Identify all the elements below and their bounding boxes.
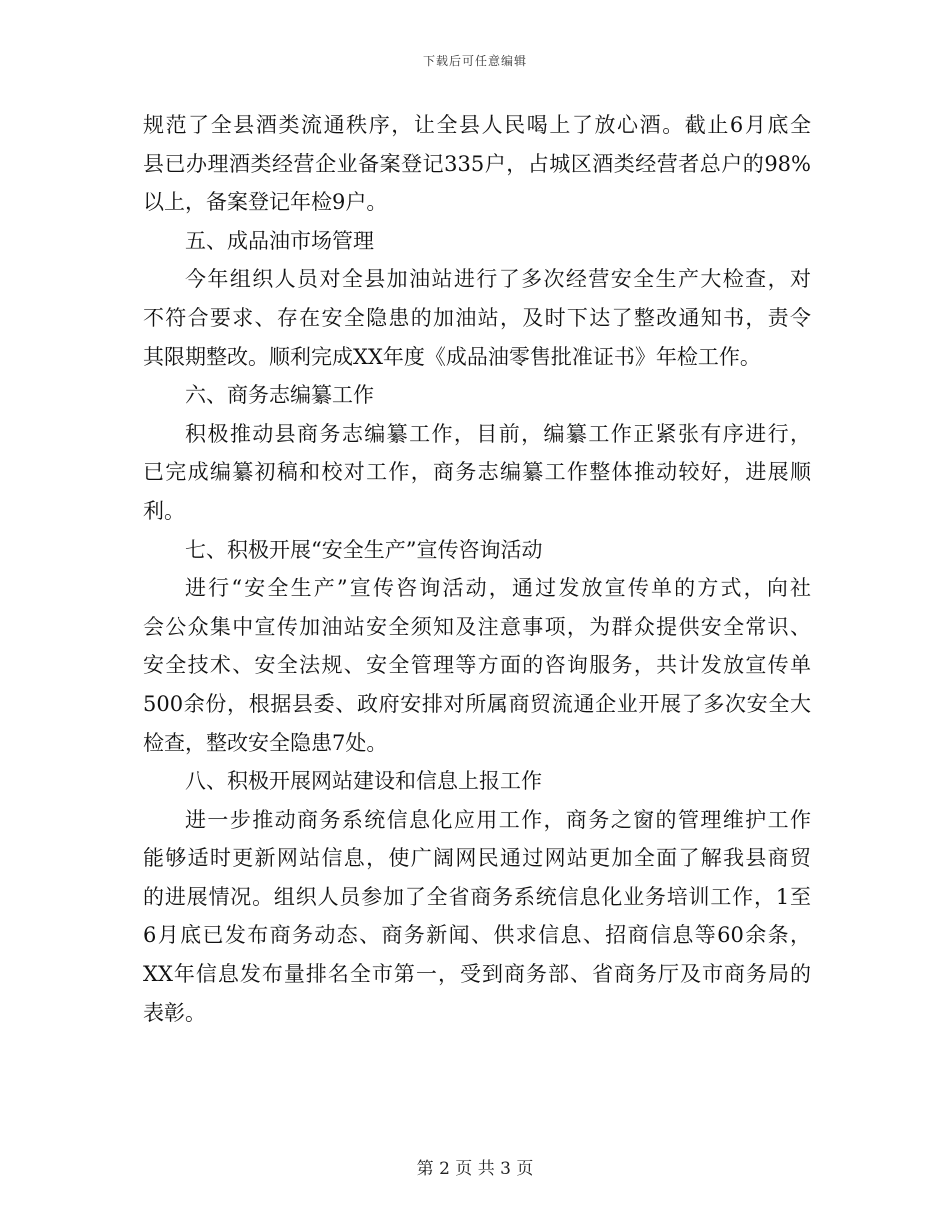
document-body [143,106,811,1032]
text-line: 其限期整改。顺利完成XX年度《成品油零售批准证书》年检工作。 [143,344,761,369]
page-number: 第 2 页 共 3 页 [416,1159,534,1179]
text-line: 500余份，根据县委、政府安排对所属商贸流通企业开展了多次安全大 [143,691,811,716]
text-line: 利。 [143,498,185,523]
text-line: 安全技术、安全法规、安全管理等方面的咨询服务，共计发放宣传单 [143,653,811,678]
text-line: 县已办理酒类经营企业备案登记335户，占城区酒类经营者总户的98% [143,151,811,176]
text-line: 不符合要求、存在安全隐患的加油站，及时下达了整改通知书，责令 [143,305,811,330]
text-line: 的进展情况。组织人员参加了全省商务系统信息化业务培训工作，1至 [143,884,811,909]
text-line: 七、积极开展“安全生产”宣传咨询活动 [185,537,543,562]
text-line: 表彰。 [143,1000,206,1025]
page-header-note: 下载后可任意编辑 [422,54,527,68]
text-line: XX年信息发布量排名全市第一，受到商务部、省商务厅及市商务局的 [143,962,811,987]
text-line: 已完成编纂初稿和校对工作，商务志编纂工作整体推动较好，进展顺 [143,460,811,485]
text-line: 今年组织人员对全县加油站进行了多次经营安全生产大检查，对 [185,267,811,292]
text-line: 八、积极开展网站建设和信息上报工作 [185,769,542,794]
text-line: 6月底已发布商务动态、商务新闻、供求信息、招商信息等60余条， [143,923,811,948]
text-line: 六、商务志编纂工作 [185,383,374,408]
text-line: 能够适时更新网站信息，使广阔网民通过网站更加全面了解我县商贸 [143,846,811,871]
text-line: 以上，备案登记年检9户。 [143,190,388,215]
text-line: 积极推动县商务志编纂工作，目前，编纂工作正紧张有序进行， [185,421,811,446]
text-line: 规范了全县酒类流通秩序，让全县人民喝上了放心酒。截止6月底全 [143,113,811,137]
text-line: 进行“安全生产”宣传咨询活动，通过发放宣传单的方式，向社 [185,576,811,601]
text-line: 会公众集中宣传加油站安全须知及注意事项，为群众提供安全常识、 [143,614,811,639]
text-line: 检查，整改安全隐患7处。 [143,730,388,755]
text-line: 进一步推动商务系统信息化应用工作，商务之窗的管理维护工作 [185,807,811,832]
text-line: 五、成品油市场管理 [185,228,374,253]
